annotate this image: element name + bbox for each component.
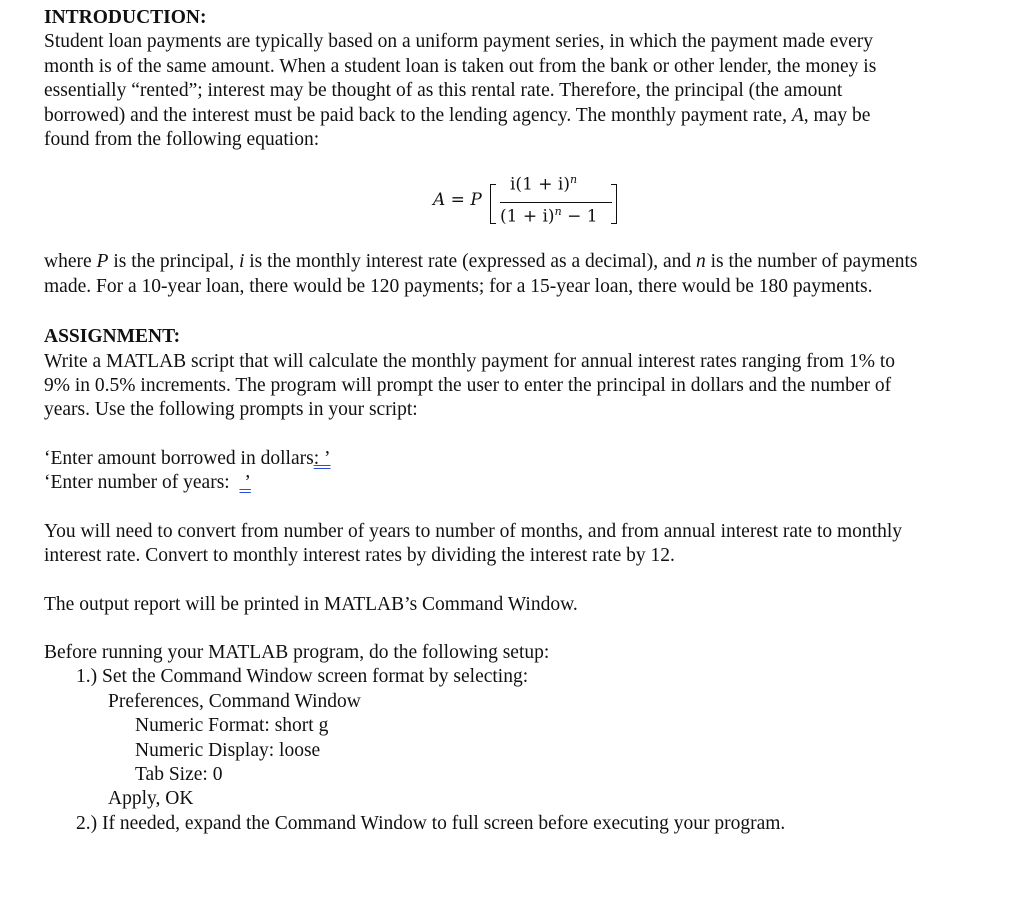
setup-intro: Before running your MATLAB program, do the following setup: — [44, 641, 550, 663]
variable-p: P — [96, 251, 109, 273]
equation-equals: = — [445, 190, 471, 210]
setup-apply: Apply, OK — [108, 788, 194, 810]
setup-step-2: 2.) If needed, expand the Command Window to full screen before executing your program. — [76, 812, 786, 834]
prompt-years — [44, 471, 1014, 495]
convert-line: You will need to convert from number of years to number of months, and from annual interest rate to monthly — [44, 520, 902, 542]
denominator-tail: − 1 — [561, 206, 598, 227]
assignment-line: 9% in 0.5% increments. The program will prompt the user to enter the principal in dollars and the number of — [44, 375, 892, 397]
introduction-heading: INTRODUCTION: — [44, 7, 207, 28]
prompt-amount — [44, 447, 1014, 471]
document-page — [44, 6, 1014, 836]
introduction-line — [44, 104, 1014, 128]
where-line — [44, 250, 1014, 274]
introduction-line: Student loan payments are typically based on a uniform payment series, in which the payment made every — [44, 31, 874, 53]
introduction-line-text: borrowed) and the interest must be paid back to the lending agency. The monthly payment rate, — [44, 104, 792, 126]
denominator-text: (1 + i) — [500, 206, 555, 227]
equation-var-p: P — [470, 190, 482, 210]
equation-denominator — [500, 205, 598, 227]
assignment-line: Write a MATLAB script that will calculate the monthly payment for annual interest rates ranging from 1% to — [44, 350, 896, 372]
prompt-years-text: ‘Enter number of years: — [44, 472, 240, 494]
variable-i: i — [238, 251, 245, 273]
equation-var-a: A — [433, 190, 446, 210]
where-text: is the monthly interest rate (expressed as a decimal), and — [244, 251, 696, 273]
where-line: made. For a 10-year loan, there would be 120 payments; for a 15-year loan, there would be 180 payments. — [44, 275, 873, 297]
where-text: is the number of payments — [705, 251, 918, 273]
introduction-line: essentially “rented”; interest may be thought of as this rental rate. Therefore, the principal (the amount — [44, 80, 843, 102]
where-text: is the principal, — [108, 251, 239, 273]
equation-right-bracket — [611, 184, 617, 224]
setup-setting: Numeric Display: loose — [135, 739, 321, 761]
numerator-exponent: n — [570, 173, 578, 186]
equation-lhs — [433, 190, 482, 210]
setup-setting: Tab Size: 0 — [135, 763, 223, 785]
numerator-text: i(1 + i) — [510, 174, 571, 195]
output-report-line: The output report will be printed in MATLAB’s Command Window. — [44, 593, 578, 615]
introduction-line: found from the following equation: — [44, 129, 320, 151]
introduction-line: month is of the same amount. When a student loan is taken out from the bank or other lender, the money is — [44, 55, 877, 77]
prompt-years-tail: ’ — [239, 472, 251, 494]
denominator-exponent: n — [554, 205, 562, 218]
equation-fraction-bar — [500, 202, 612, 203]
equation-left-bracket — [490, 184, 496, 224]
equation-numerator — [510, 173, 577, 195]
setup-step-1-path: Preferences, Command Window — [108, 690, 361, 712]
setup-setting: Numeric Format: short g — [135, 715, 329, 737]
assignment-heading: ASSIGNMENT: — [44, 326, 181, 348]
introduction-line-tail: , may be — [803, 104, 871, 126]
prompt-amount-text: ‘Enter amount borrowed in dollars — [44, 447, 314, 469]
payment-equation — [433, 170, 653, 240]
variable-n: n — [695, 251, 706, 273]
prompt-amount-tail: : ’ — [313, 447, 331, 469]
assignment-line: years. Use the following prompts in your script: — [44, 399, 418, 421]
convert-line: interest rate. Convert to monthly interest rates by dividing the interest rate by 12. — [44, 545, 675, 567]
setup-step-1: 1.) Set the Command Window screen format by selecting: — [76, 666, 529, 688]
where-text: where — [44, 251, 97, 273]
variable-a: A — [791, 104, 804, 126]
